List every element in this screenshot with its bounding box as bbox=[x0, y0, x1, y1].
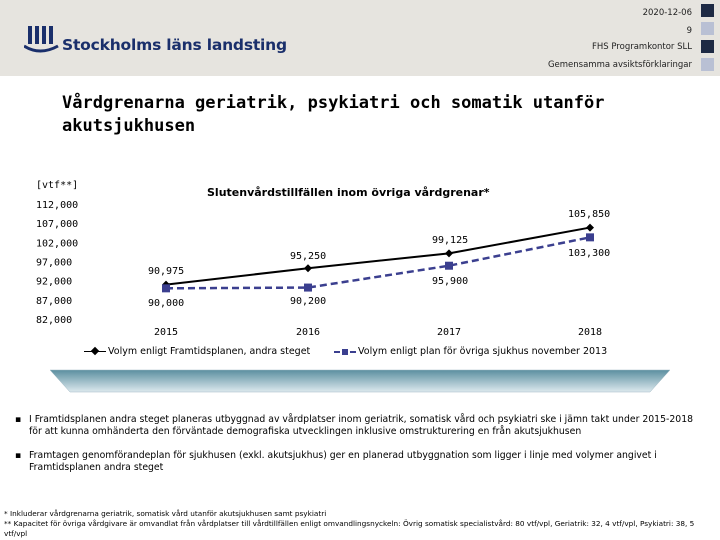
chart-title: Slutenvårdstillfällen inom övriga vårdgrenar* bbox=[207, 186, 490, 199]
legend-label-1: Volym enligt Framtidsplanen, andra steget bbox=[108, 346, 311, 357]
series-2-data-label: 103,300 bbox=[568, 248, 611, 259]
footnotes bbox=[4, 509, 716, 539]
bullet-dot-icon: ▪ bbox=[15, 414, 22, 425]
series-1-point bbox=[304, 264, 312, 272]
series-1-point bbox=[586, 224, 594, 232]
series-2-data-label: 90,000 bbox=[148, 298, 185, 309]
org-name: Stockholms läns landsting bbox=[62, 36, 287, 54]
bullet-dot-icon: ▪ bbox=[15, 450, 22, 461]
x-tick-label: 2015 bbox=[153, 327, 179, 338]
series-2-data-label: 95,900 bbox=[432, 276, 469, 287]
series-1-point bbox=[445, 249, 453, 257]
bullet-list bbox=[12, 414, 702, 486]
x-tick-label: 2018 bbox=[577, 327, 603, 338]
subtitle-label: Gemensamma avsiktsförklaringar bbox=[547, 60, 692, 70]
footnote-2: ** Kapacitet för övriga vårdgivare är omvandlat från vårdplatser till vårdtillfällen enligt omvandlingsnyckeln: Övrig somatisk specialistvård: 80 vtf/vpl, Geriatrik: 32, 4 vtf/vpl, Psykiatri: 38, 5 vtf/vpl bbox=[4, 519, 695, 538]
series-line-2 bbox=[166, 237, 590, 288]
series-2-point bbox=[586, 233, 594, 241]
y-tick-label: 97,000 bbox=[36, 257, 73, 269]
divider-shape bbox=[50, 368, 670, 394]
y-tick-label: 92,000 bbox=[36, 276, 73, 288]
slide-title: Vårdgrenarna geriatrik, psykiatri och somatik utanför akutsjukhusen bbox=[62, 93, 605, 136]
legend-line-dashed-icon bbox=[334, 351, 356, 353]
x-tick-label: 2017 bbox=[436, 327, 462, 338]
y-tick-label: 87,000 bbox=[36, 295, 73, 307]
series-1-data-label: 90,975 bbox=[148, 266, 185, 277]
x-tick-label: 2016 bbox=[295, 327, 321, 338]
y-tick-label: 112,000 bbox=[36, 200, 79, 211]
page-number: 9 bbox=[686, 26, 692, 36]
legend-label-2: Volym enligt plan för övriga sjukhus november 2013 bbox=[358, 346, 608, 357]
series-1-data-label: 95,250 bbox=[290, 251, 327, 262]
date-label: 2020-12-06 bbox=[642, 8, 692, 18]
series-1-data-label: 105,850 bbox=[568, 209, 611, 220]
legend-item-1 bbox=[84, 346, 310, 357]
series-1-data-label: 99,125 bbox=[432, 235, 469, 246]
legend-line-solid-icon bbox=[84, 351, 106, 352]
legend-item-2 bbox=[334, 346, 607, 357]
chart-unit-label: [vtf**] bbox=[36, 180, 79, 191]
series-2-point bbox=[304, 284, 312, 292]
series-2-data-label: 90,200 bbox=[290, 296, 327, 307]
y-tick-label: 102,000 bbox=[36, 238, 79, 250]
bullet-item-1: ▪ I Framtidsplanen andra steget planeras utbyggnad av vårdplatser inom geriatrik, somatisk vård och psykiatri ske i jämn takt under 2015-2018 för att kunna omhänderta den förväntade demografiska utvecklingen inklusive omstrukturering en från akutsjukhusen bbox=[15, 414, 694, 437]
series-2-point bbox=[445, 262, 453, 270]
department-label: FHS Programkontor SLL bbox=[591, 42, 692, 52]
bullet-item-2: ▪ Framtagen genomförandeplan för sjukhusen (exkl. akutsjukhus) ger en planerad utbyggnation som ligger i linje med volymer angivet i Framtidsplanen andra steget bbox=[15, 450, 657, 473]
series-2-point bbox=[162, 284, 170, 292]
y-tick-label: 107,000 bbox=[36, 219, 79, 231]
y-tick-label: 82,000 bbox=[36, 315, 73, 326]
footnote-1: * Inkluderar vårdgrenarna geriatrik, somatisk vård utanför akutsjukhusen samt psykiatri bbox=[4, 509, 327, 518]
